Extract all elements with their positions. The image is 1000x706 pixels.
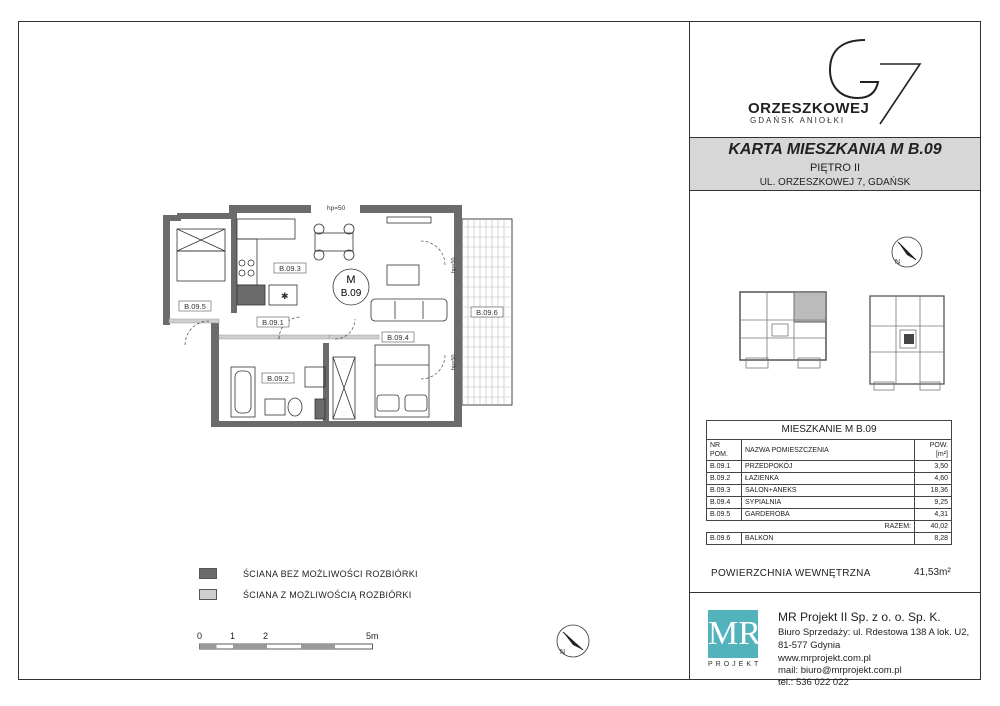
table-row [707,485,952,497]
floor-label: PIĘTRO II [809,162,861,174]
room-label-lazienka: B.09.2 [267,374,289,383]
row-name: GARDEROBA [742,509,915,521]
address-label: UL. ORZESZKOWEJ 7, GDAŃSK [759,177,911,188]
fixed-walls [163,205,462,427]
table-row [707,533,952,545]
row-area: 18,36 [915,485,952,497]
legend-fixed-label: ŚCIANA BEZ MOŻLIWOŚCI ROZBIÓRKI [243,569,418,579]
row-area: 4,60 [915,473,952,485]
col-header-name: NAZWA POMIESZCZENIA [742,440,915,461]
row-nr: B.09.2 [707,473,742,485]
company-office: Biuro Sprzedaży: ul. Rdestowa 138 A lok. U2, [778,627,970,638]
sidebar-divider [689,21,690,680]
row-name: BALKON [742,533,915,545]
marker-code: B.09 [340,288,362,299]
col-header-nr: NR POM. [707,440,742,461]
table-row [707,509,952,521]
row-area: 8,28 [915,533,952,545]
row-name: SALON+ANEKS [742,485,915,497]
svg-text:✱: ✱ [281,291,289,301]
scale-tick-2: 2 [263,631,269,641]
room-label-b091-salon: B.09.3 [279,264,301,273]
rooms-table [706,420,952,545]
row-area: 3,50 [915,461,952,473]
row-nr: B.09.4 [707,497,742,509]
room-label-sypialnia: B.09.4 [387,333,409,342]
company-phone[interactable]: tel.: 536 022 022 [778,677,849,688]
hp-note-a: hp=50 [451,257,457,273]
company-divider [689,592,981,593]
table-header: MIESZKANIE M B.09 [707,421,952,440]
brand-subtitle: GDAŃSK ANIOŁKI [750,116,846,125]
row-area: 9,25 [915,497,952,509]
sum-label: RAZEM: [707,521,915,533]
legend-removable-label: ŚCIANA Z MOŻLIWOŚCIĄ ROZBIÓRKI [243,590,412,600]
company-mail[interactable]: mail: biuro@mrprojekt.com.pl [778,665,902,676]
table-row [707,497,952,509]
hp-note-b: hp=50 [451,354,457,370]
compass-label: N [895,259,901,266]
col-header-area: POW. [m²] [915,440,952,461]
table-row [707,461,952,473]
table-row [707,473,952,485]
row-nr: B.09.3 [707,485,742,497]
row-nr: B.09.6 [707,533,742,545]
room-label-przedpokoj: B.09.1 [262,318,284,327]
scale-tick-5: 5m [366,631,379,641]
company-name: MR Projekt II Sp. z o. o. Sp. K. [778,610,941,624]
page-title: KARTA MIESZKANIA M B.09 [728,141,942,158]
room-label-garderoba: B.09.5 [184,302,206,311]
key-plan-right [862,290,952,394]
company-logo: MR [708,610,758,658]
key-plan-left [732,286,832,372]
company-city: 81-577 Gdynia [778,640,841,651]
row-nr: B.09.5 [707,509,742,521]
floor-plan [155,195,525,435]
north-arrow-icon-bottom [553,621,593,661]
brand-name: ORZESZKOWEJ [748,100,870,117]
window-height-note: hp=50 [327,205,346,212]
marker-letter: M [346,274,356,286]
inner-area-label: POWIERZCHNIA WEWNĘTRZNA [711,568,871,579]
row-name: SYPIALNIA [742,497,915,509]
apartment-marker [333,269,369,305]
legend-fixed-swatch [199,568,217,579]
row-area: 4,31 [915,509,952,521]
table-sum-row [707,521,952,533]
company-logo-sub: PROJEKT [708,661,762,668]
north-arrow-icon [888,233,926,271]
sum-value: 40,02 [915,521,952,533]
scale-tick-0: 0 [197,631,203,641]
scale-bar [199,642,379,652]
compass-label-bottom: N [560,649,566,656]
scale-tick-1: 1 [230,631,236,641]
inner-area-value: 41,53m² [914,567,951,578]
legend-removable-swatch [199,589,217,600]
company-web[interactable]: www.mrprojekt.com.pl [778,653,871,664]
row-name: ŁAZIENKA [742,473,915,485]
row-name: PRZEDPOKÓJ [742,461,915,473]
row-nr: B.09.1 [707,461,742,473]
room-label-balkon: B.09.6 [476,308,498,317]
title-divider-bottom [689,190,981,191]
